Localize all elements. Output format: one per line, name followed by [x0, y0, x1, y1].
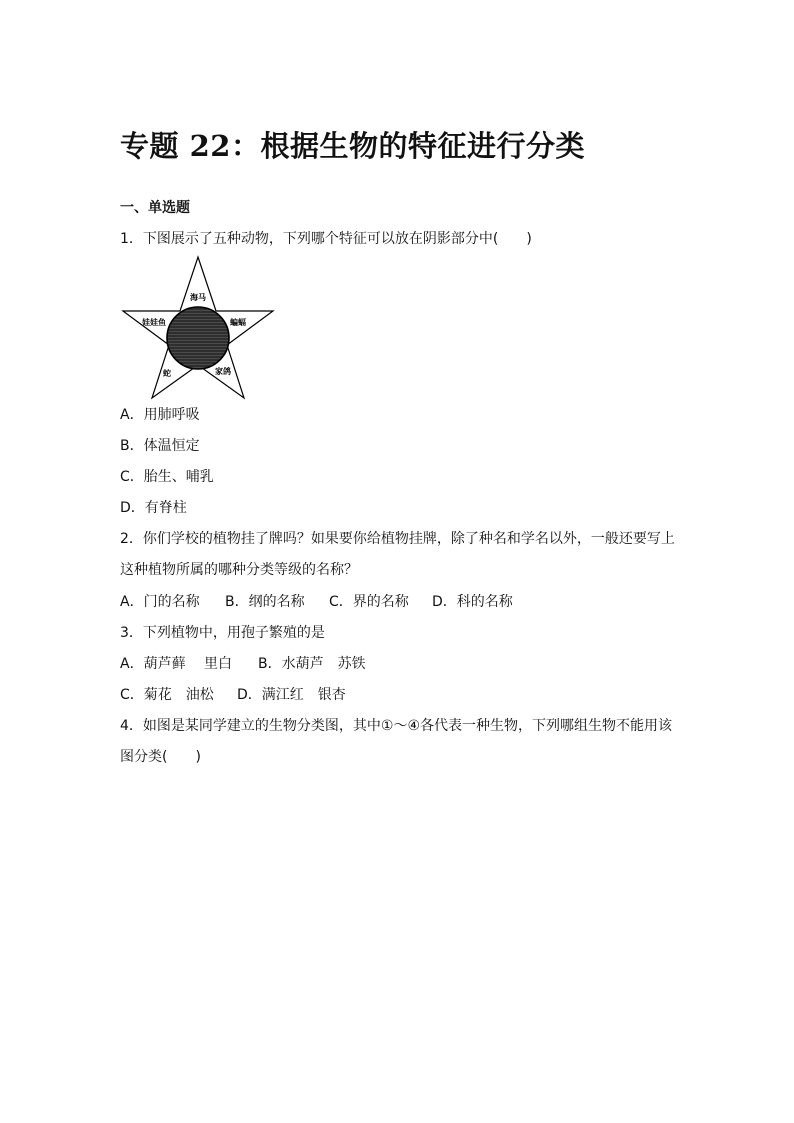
q3-option-d: D．满江红 银杏 [237, 687, 346, 703]
shaded-circle [167, 307, 229, 369]
q3-option-a: A．葫芦藓 里白 [120, 656, 233, 672]
q1-option-d: D．有脊柱 [120, 500, 187, 516]
question-2-stem-line-2: 这种植物所属的哪种分类等级的名称？ [120, 562, 358, 578]
q1-option-a: A．用肺呼吸 [120, 407, 200, 423]
q1-option-c: C．胎生、哺乳 [120, 469, 214, 485]
q2-option-c: C．界的名称 [329, 594, 409, 610]
q2-option-d: D．科的名称 [432, 594, 513, 610]
label-bottom-right: 家鸽 [215, 367, 231, 376]
q3-options-row-1 [120, 654, 366, 674]
q3-option-c: C．菊花 油松 [120, 687, 214, 703]
q3-options-row-2 [120, 685, 346, 705]
star-diagram [120, 254, 276, 400]
label-bottom-left: 蛇 [163, 369, 171, 378]
question-2-stem-line-1: 2．你们学校的植物挂了牌吗？如果要你给植物挂牌，除了种名和学名以外，一般还要写上 [120, 531, 675, 547]
label-top: 海马 [190, 293, 206, 302]
section-title: 一、单选题 [120, 200, 190, 216]
q2-option-a: A．门的名称 [120, 594, 200, 610]
question-4-stem-line-1: 4．如图是某同学建立的生物分类图，其中①～④各代表一种生物，下列哪组生物不能用该 [120, 718, 673, 734]
q3-option-b: B．水葫芦 苏铁 [258, 656, 366, 672]
label-right: 蝙蝠 [230, 318, 246, 327]
page-title: 专题 22：根据生物的特征进行分类 [120, 129, 585, 163]
label-left: 娃娃鱼 [142, 318, 166, 327]
q2-option-b: B．纲的名称 [225, 594, 305, 610]
question-1-stem: 1．下图展示了五种动物，下列哪个特征可以放在阴影部分中( ) [120, 231, 532, 247]
q2-options [120, 592, 513, 612]
question-4-stem-line-2: 图分类( ) [120, 749, 201, 765]
q1-option-b: B．体温恒定 [120, 438, 200, 454]
star-figure [120, 254, 276, 400]
question-3-stem: 3．下列植物中，用孢子繁殖的是 [120, 625, 325, 641]
